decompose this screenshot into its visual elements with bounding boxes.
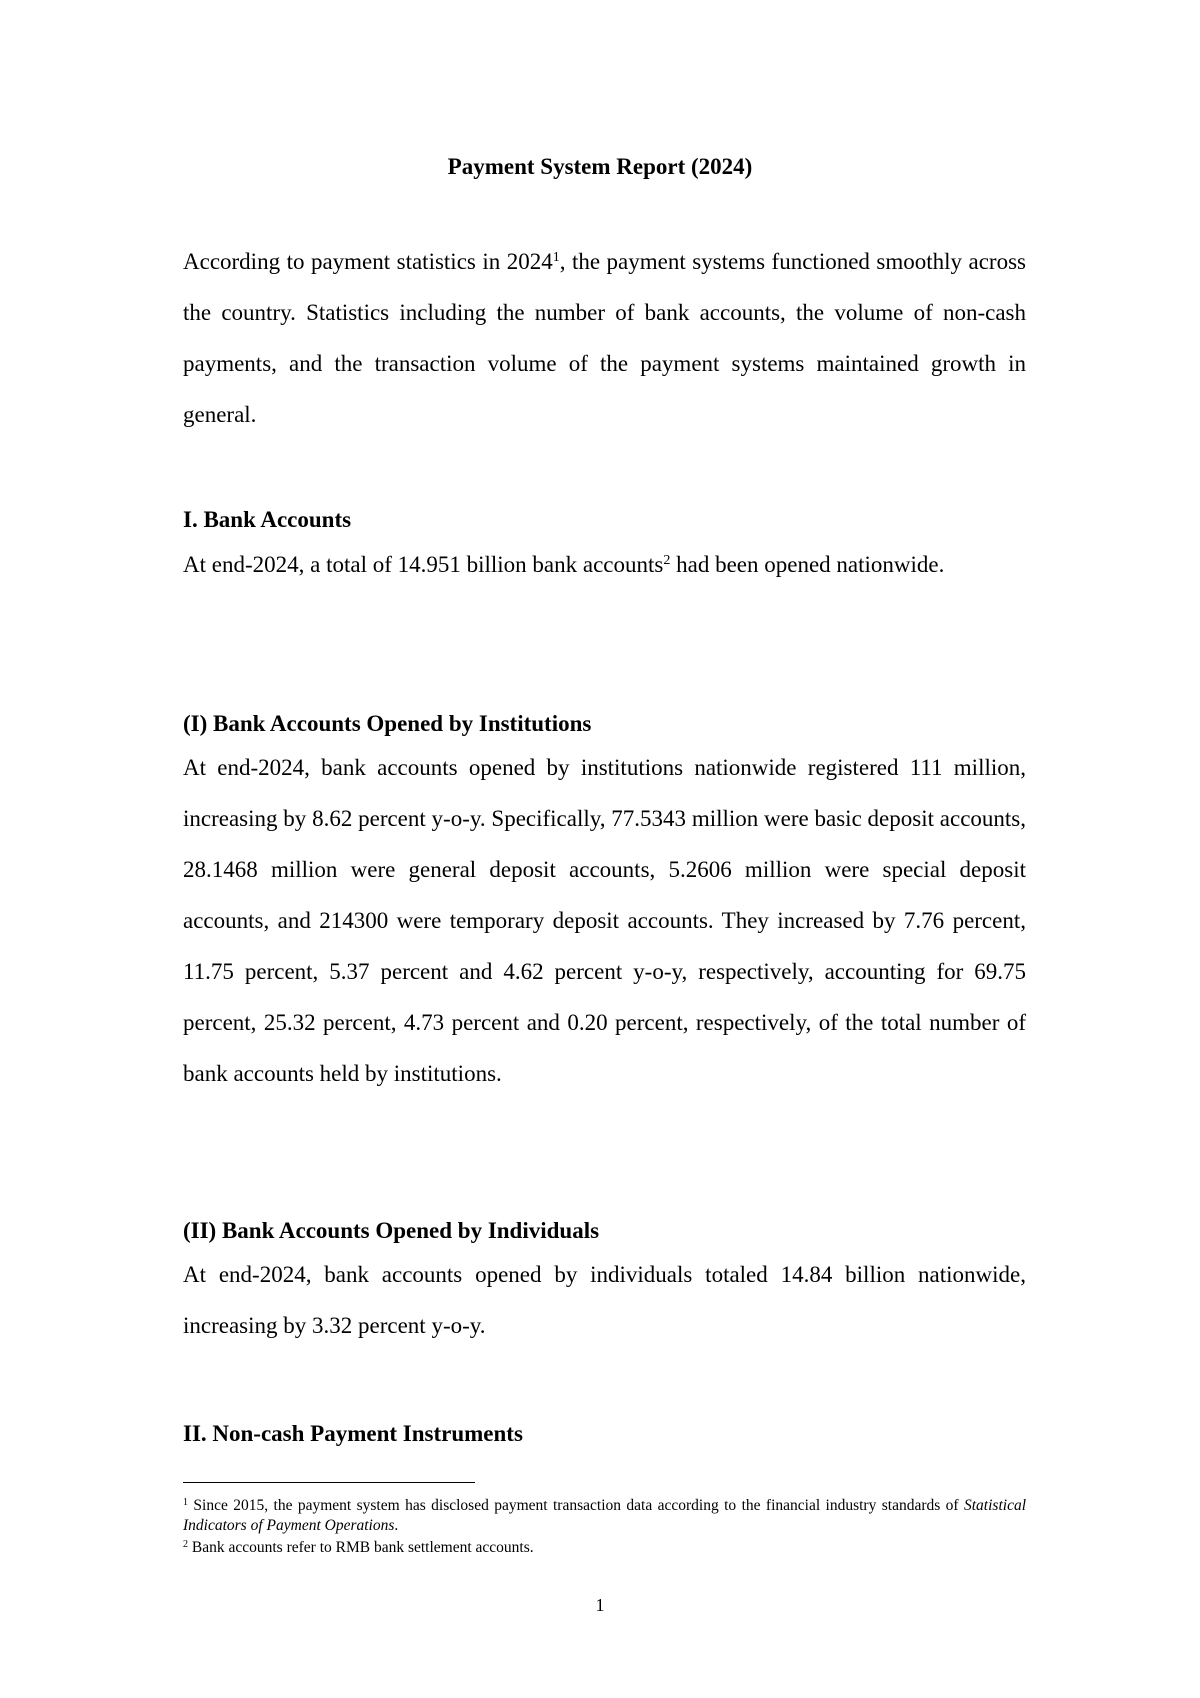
footnote-ref-2: 2 [663, 553, 671, 568]
footnote-separator [183, 1482, 475, 1483]
intro-text-continued: , the payment systems functioned smoothly across the country. Statistics including the number of bank accounts, the volume of non-cash payments, and the transaction volume of the payment systems maintained growth in general. [183, 249, 1026, 427]
page-number: 1 [595, 1595, 605, 1615]
footnote-marker-2: 2 [183, 1539, 188, 1550]
footnote-marker-1: 1 [183, 1497, 188, 1508]
footnote-1-end: . [394, 1517, 399, 1534]
intro-text: According to payment statistics in 2024 [183, 249, 553, 274]
subsection-heading-institutions: (I) Bank Accounts Opened by Institutions [183, 711, 592, 736]
section-heading-non-cash: II. Non-cash Payment Instruments [183, 1421, 523, 1446]
footnote-2 [183, 1538, 1026, 1558]
bank-accounts-text: At end-2024, a total of 14.951 billion bank accounts [183, 552, 664, 577]
footnote-1-text: Since 2015, the payment system has disclosed payment transaction data according to the financial industry standards of [188, 1497, 964, 1514]
bank-accounts-text-continued: had been opened nationwide. [670, 552, 945, 577]
footnote-2-text: Bank accounts refer to RMB bank settlement accounts. [188, 1539, 534, 1556]
subsection-heading-individuals: (II) Bank Accounts Opened by Individuals [183, 1218, 600, 1243]
footnote-1-italic-title: Statistical Indicators of Payment Operations [183, 1497, 1026, 1534]
individuals-paragraph: At end-2024, bank accounts opened by individuals totaled 14.84 billion nationwide, increasing by 3.32 percent y-o-y. [183, 1262, 1026, 1338]
footnote-ref-1: 1 [552, 250, 560, 265]
page-title: Payment System Report (2024) [447, 154, 753, 179]
footnote-1 [183, 1496, 1026, 1536]
intro-paragraph [183, 236, 1026, 440]
institutions-paragraph: At end-2024, bank accounts opened by institutions nationwide registered 111 million, increasing by 8.62 percent y-o-y. Specifically, 77.5343 million were basic deposit accounts, 28.1468 million were general deposit accounts, 5.2606 million were special deposit accounts, and 214300 were temporary deposit accounts. They increased by 7.76 percent, 11.75 percent, 5.37 percent and 4.62 percent y-o-y, respectively, accounting for 69.75 percent, 25.32 percent, 4.73 percent and 0.20 percent, respectively, of the total number of bank accounts held by institutions. [183, 755, 1026, 1086]
bank-accounts-paragraph [183, 539, 1026, 590]
section-heading-bank-accounts: I. Bank Accounts [183, 507, 352, 532]
